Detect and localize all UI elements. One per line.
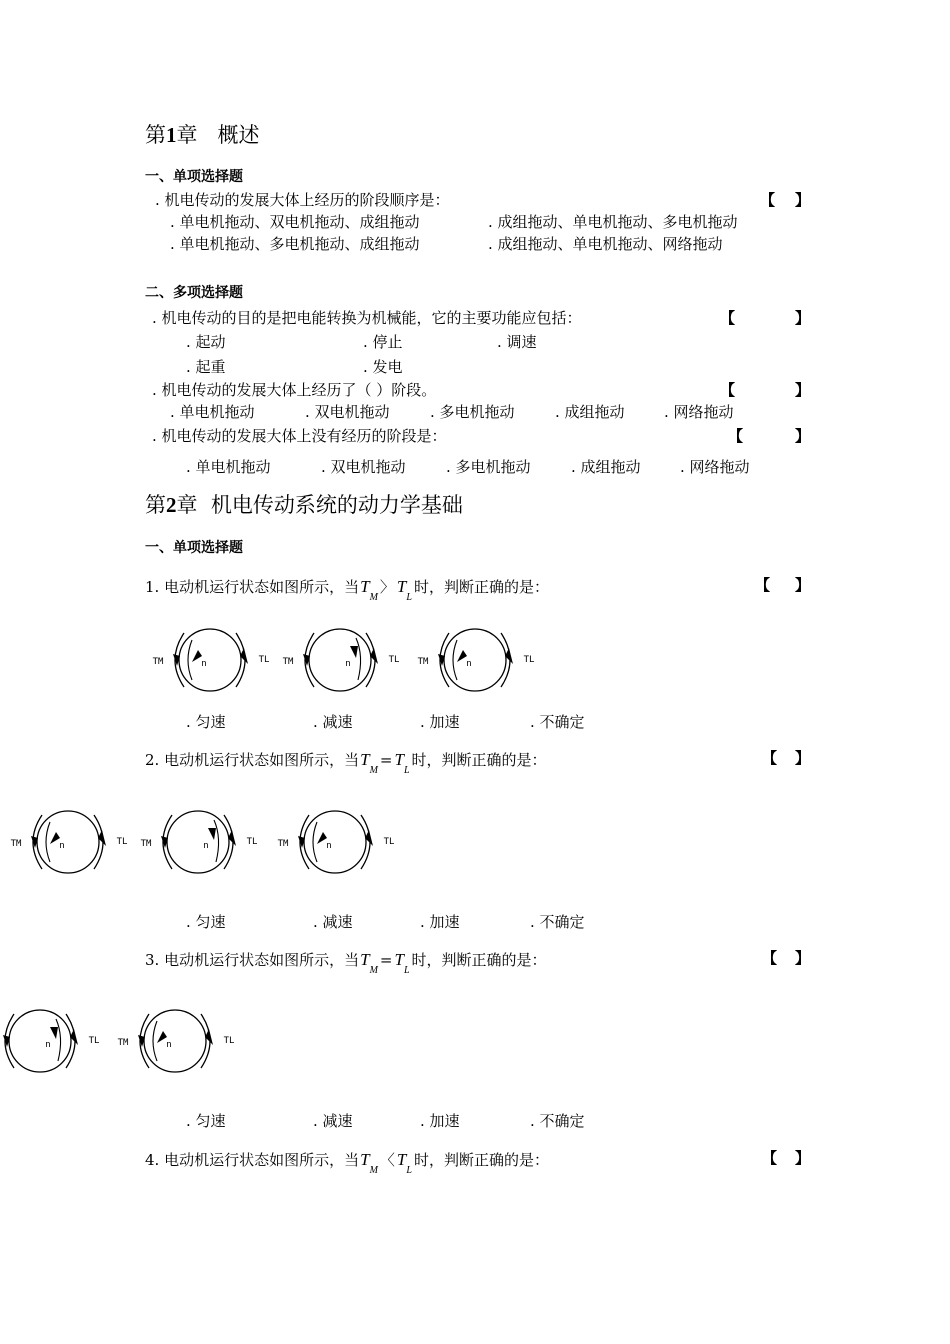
answer-bracket-right: 】 [795, 749, 811, 767]
math-T: T [360, 950, 370, 969]
tm-label: TM [417, 657, 429, 667]
speed-label: n [345, 659, 351, 669]
ch1-mq2-option: . 网络拖动 [664, 403, 734, 421]
speed-arc [453, 640, 457, 680]
math-T: T [360, 1150, 370, 1169]
answer-option: . 匀速 [186, 1112, 226, 1130]
question-text: 时，判断正确的是： [411, 751, 547, 769]
ch1-q1-option: . 单电机拖动、多电机拖动、成组拖动 [170, 235, 420, 253]
ch1-mq3-bracket-right: 】 [795, 427, 811, 445]
speed-arrowhead [208, 828, 216, 840]
speed-arrowhead [50, 1027, 58, 1039]
answer-bracket-right: 】 [795, 1149, 811, 1167]
ch1-mq1-option: . 调速 [497, 333, 537, 351]
motor-diagram-3 [405, 615, 545, 705]
ch1-q1-option: . 成组拖动、单电机拖动、多电机拖动 [488, 213, 738, 231]
speed-arc [214, 820, 219, 862]
answer-option: . 减速 [313, 713, 353, 731]
tm-label: TM [140, 839, 152, 849]
ch1-mq3-option: . 网络拖动 [680, 458, 750, 476]
tl-label: TL [223, 1036, 235, 1046]
ch1-mq1-option: . 起重 [186, 358, 226, 376]
ch1-mq1-text: . 机电传动的目的是把电能转换为机械能，它的主要功能应包括： [152, 309, 582, 327]
speed-arc [313, 822, 317, 862]
ch1-mq2-option: . 单电机拖动 [170, 403, 255, 421]
ch1-mq2-option: . 双电机拖动 [305, 403, 390, 421]
chapter-1-title: 第1章 概述 [145, 123, 260, 147]
tl-label: TL [88, 1036, 100, 1046]
answer-option: . 减速 [313, 1112, 353, 1130]
speed-arc [356, 638, 361, 680]
question-text: 时，判断正确的是： [413, 1151, 549, 1169]
ch1-q1-text: . 机电传动的发展大体上经历的阶段顺序是： [155, 191, 450, 209]
tl-label: TL [523, 655, 535, 665]
ch1-section-multiple-choice: 二、多项选择题 [145, 285, 243, 301]
speed-label: n [59, 841, 65, 851]
math-operator: 〈 [379, 1151, 395, 1169]
ch2-question-4 [145, 1151, 549, 1176]
ch1-mq2-bracket-right: 】 [795, 381, 811, 399]
question-text: 3. 电动机运行状态如图所示，当 [145, 951, 360, 969]
ch1-mq1-bracket-left: 【 [720, 309, 736, 327]
speed-label: n [166, 1040, 172, 1050]
chapter-2-title: 第2章 机电传动系统的动力学基础 [145, 493, 463, 517]
answer-bracket-left: 【 [762, 949, 778, 967]
math-operator: = [379, 951, 393, 969]
chapter-2-name: 机电传动系统的动力学基础 [210, 493, 463, 517]
chapter-2-number: 2 [166, 493, 177, 517]
ch1-mq1-option: . 停止 [363, 333, 403, 351]
motor-diagram-5 [128, 797, 268, 887]
math-T: T [360, 750, 370, 769]
speed-arc [188, 640, 192, 680]
answer-bracket-right: 】 [795, 576, 811, 594]
speed-label: n [466, 659, 472, 669]
answer-bracket-right: 】 [795, 949, 811, 967]
motor-diagram-4 [0, 797, 138, 887]
tm-label: TM [117, 1038, 129, 1048]
answer-option: . 加速 [420, 1112, 460, 1130]
ch2-question-1 [145, 578, 549, 603]
speed-label: n [45, 1040, 51, 1050]
tl-label: TL [383, 837, 395, 847]
ch1-mq3-option: . 成组拖动 [571, 458, 641, 476]
answer-option: . 不确定 [530, 1112, 585, 1130]
ch1-mq1-option: . 发电 [363, 358, 403, 376]
ch2-question-3 [145, 951, 547, 976]
math-operator: = [379, 751, 393, 769]
motor-diagram-2 [270, 615, 410, 705]
question-text: 时，判断正确的是： [413, 578, 549, 596]
ch2-question-2 [145, 751, 547, 776]
tm-label: TM [10, 839, 22, 849]
math-subscript-L: L [403, 765, 410, 776]
math-T: T [394, 750, 404, 769]
ch1-section-single-choice: 一、单项选择题 [145, 169, 243, 185]
math-T: T [394, 950, 404, 969]
motor-circle [309, 629, 371, 691]
tm-label: TM [277, 839, 289, 849]
motor-diagram-1 [140, 615, 280, 705]
answer-option: . 不确定 [530, 913, 585, 931]
question-text: 4. 电动机运行状态如图所示，当 [145, 1151, 360, 1169]
ch1-q1-option: . 成组拖动、单电机拖动、网络拖动 [488, 235, 723, 253]
ch1-mq2-option: . 多电机拖动 [430, 403, 515, 421]
ch1-mq2-text: . 机电传动的发展大体上经历了（ ）阶段。 [152, 381, 437, 399]
ch1-mq1-bracket-right: 】 [795, 309, 811, 327]
answer-bracket-left: 【 [755, 576, 771, 594]
ch1-mq1-option: . 起动 [186, 333, 226, 351]
tm-label: TM [152, 657, 164, 667]
ch1-mq2-option: . 成组拖动 [555, 403, 625, 421]
ch1-q1-option: . 单电机拖动、双电机拖动、成组拖动 [170, 213, 420, 231]
answer-option: . 加速 [420, 713, 460, 731]
question-text: 1. 电动机运行状态如图所示，当 [145, 578, 360, 596]
speed-label: n [201, 659, 207, 669]
math-subscript-M: M [369, 592, 378, 603]
math-T: T [396, 577, 407, 596]
math-operator: 〉 [379, 578, 395, 596]
ch1-mq3-option: . 单电机拖动 [186, 458, 271, 476]
speed-arc [56, 1019, 61, 1061]
speed-label: n [203, 841, 209, 851]
chapter-1-name: 概述 [217, 123, 260, 147]
ch1-mq3-option: . 多电机拖动 [446, 458, 531, 476]
math-subscript-M: M [369, 765, 378, 776]
motor-diagram-6 [265, 797, 405, 887]
tl-label: TL [246, 837, 258, 847]
math-subscript-L: L [406, 592, 412, 603]
tm-label: TM [282, 657, 294, 667]
ch1-q1-bracket-left: 【 [760, 191, 776, 209]
speed-arc [46, 822, 50, 862]
ch1-mq3-text: . 机电传动的发展大体上没有经历的阶段是： [152, 427, 447, 445]
answer-option: . 匀速 [186, 913, 226, 931]
tl-label: TL [116, 837, 128, 847]
motor-circle [167, 811, 229, 873]
answer-option: . 不确定 [530, 713, 585, 731]
speed-arrowhead [350, 646, 358, 658]
chapter-1-number: 1 [166, 123, 177, 147]
ch1-mq2-bracket-left: 【 [720, 381, 736, 399]
tl-label: TL [388, 655, 400, 665]
ch2-section-single-choice: 一、单项选择题 [145, 540, 243, 556]
tl-label: TL [258, 655, 270, 665]
math-T: T [396, 1150, 407, 1169]
math-subscript-M: M [369, 1165, 378, 1176]
math-subscript-M: M [369, 965, 378, 976]
question-text: 2. 电动机运行状态如图所示，当 [145, 751, 360, 769]
question-text: 时，判断正确的是： [411, 951, 547, 969]
answer-option: . 匀速 [186, 713, 226, 731]
speed-label: n [326, 841, 332, 851]
motor-diagram-8 [105, 996, 245, 1086]
math-subscript-L: L [403, 965, 410, 976]
ch1-mq3-option: . 双电机拖动 [321, 458, 406, 476]
math-T: T [360, 577, 370, 596]
answer-bracket-left: 【 [762, 749, 778, 767]
answer-option: . 减速 [313, 913, 353, 931]
ch1-q1-bracket-right: 】 [795, 191, 811, 209]
speed-arc [153, 1021, 157, 1061]
motor-diagram-7 [0, 996, 110, 1086]
math-subscript-L: L [406, 1165, 412, 1176]
answer-option: . 加速 [420, 913, 460, 931]
motor-circle [9, 1010, 71, 1072]
ch1-mq3-bracket-left: 【 [728, 427, 744, 445]
answer-bracket-left: 【 [762, 1149, 778, 1167]
